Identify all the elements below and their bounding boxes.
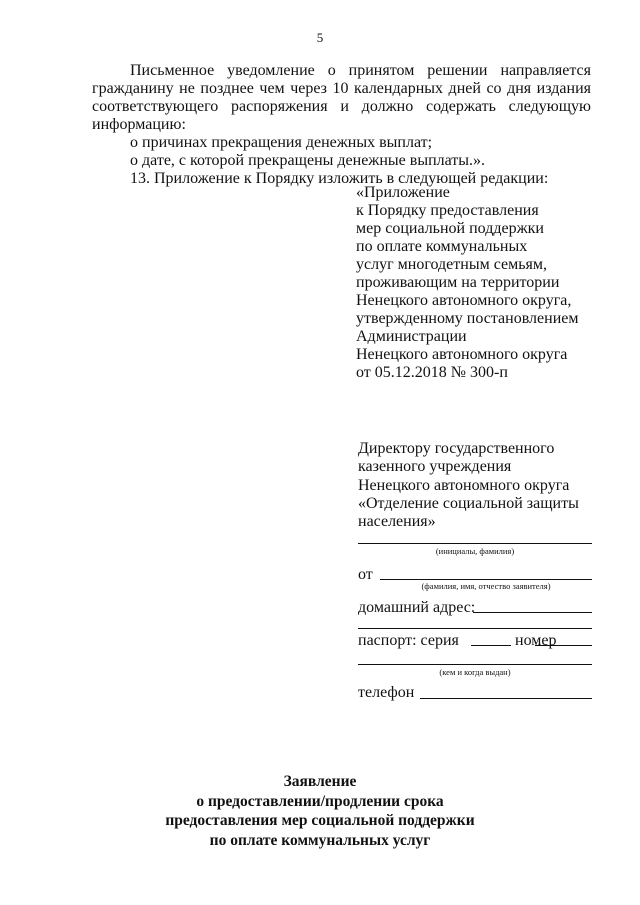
initials-underline[interactable] [358,543,592,544]
paragraph-line: Письменное уведомление о принятом решении направляется [130,62,591,79]
paragraph-line: информацию: [92,116,186,133]
fio-underline[interactable] [380,579,592,580]
appendix-block [356,184,579,382]
appendix-line: мер социальной поддержки [356,220,544,237]
issued-underline[interactable] [358,664,592,665]
title-line: Заявление [283,773,357,790]
passport-number-label: номер [515,632,557,649]
addressee-line: Ненецкого автономного округа [358,476,570,494]
appendix-line: Ненецкого автономного округа, [356,292,572,309]
address-label: домашний адрес: [358,599,476,616]
passport-series-label: паспорт: серия [358,632,459,649]
title-line: о предоставлении/продлении срока [196,792,444,810]
from-label: от [358,566,373,583]
paragraph-line: гражданину не позднее чем через 10 календарных дней со дня издания [92,80,591,97]
caption-initials: (инициалы, фамилия) [435,546,515,556]
application-title [0,772,640,850]
appendix-line: Администрации [356,328,467,345]
appendix-line: услуг многодетным семьям, [356,256,548,273]
appendix-line: Ненецкого автономного округа [356,346,568,363]
appendix-line: по оплате коммунальных [356,238,528,255]
address-underline-2[interactable] [358,628,592,629]
phone-label: телефон [358,684,415,701]
appendix-line: от 05.12.2018 № 300-п [356,364,508,381]
addressee-block [358,440,579,531]
address-underline[interactable] [473,612,592,613]
passport-series-underline[interactable] [471,645,511,646]
list-item: о причинах прекращения денежных выплат; [130,134,433,151]
list-item: о дате, с которой прекращены денежные выплаты.». [130,152,486,169]
phone-underline[interactable] [420,698,592,699]
appendix-line: «Приложение [356,184,450,201]
appendix-line: к Порядку предоставления [356,202,539,219]
addressee-line: населения» [358,513,436,531]
addressee-line: казенного учреждения [358,458,512,476]
page-number: 5 [316,30,324,45]
clause-13: 13. Приложение к Порядку изложить в следующей редакции: [130,170,549,187]
caption-issued: (кем и когда выдан) [439,667,511,677]
appendix-line: утвержденному постановлением [356,310,579,327]
passport-number-underline[interactable] [535,645,592,646]
addressee-line: Директору государственного [358,440,555,457]
title-line: по оплате коммунальных услуг [209,831,431,849]
caption-fio: (фамилия, имя, отчество заявителя) [421,581,551,591]
title-line: предоставления мер социальной поддержки [165,812,475,829]
paragraph-line: соответствующего распоряжения и должно содержать следующую [92,98,591,115]
addressee-line: «Отделение социальной защиты [358,494,579,512]
appendix-line: проживающим на территории [356,274,560,291]
